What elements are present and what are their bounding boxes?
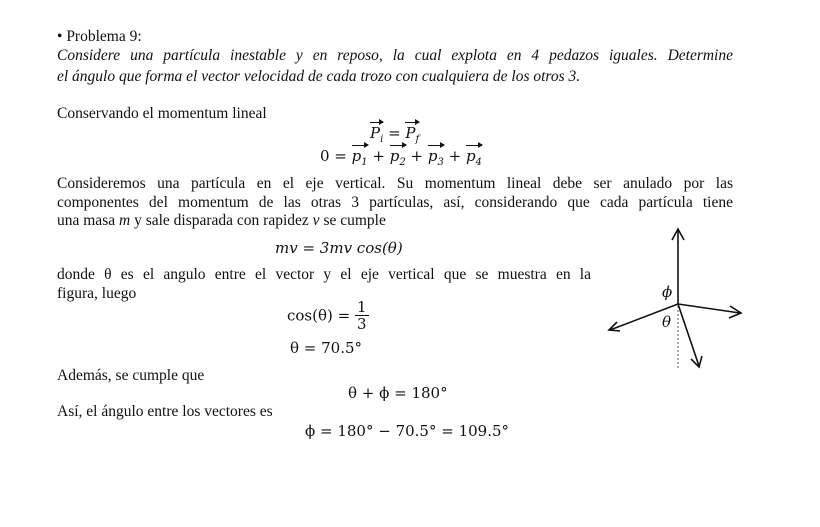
problem-heading: • Problema 9:: [57, 28, 142, 45]
paragraph-1-line-3: una masa m y sale disparada con rapidez v se cumple: [57, 212, 386, 229]
paragraph-2-line-2: figura, luego: [57, 285, 137, 302]
equation-angle-sum: θ + ϕ = 180°: [348, 384, 448, 402]
paragraph-2-line-1: donde θ es el angulo entre el vector y el eje vertical que se muestra en la: [57, 266, 591, 283]
paragraph-3: Además, se cumple que: [57, 367, 205, 384]
paragraph-4: Así, el ángulo entre los vectores es: [57, 403, 273, 420]
equation-theta-value: θ = 70.5°: [290, 339, 363, 357]
vector-right: [678, 304, 740, 313]
problem-statement-line-1: Considere una partícula inestable y en reposo, la cual explota en 4 pedazos iguales. Determine: [57, 47, 733, 64]
paragraph-1-line-2: componentes del momentum de las otras 3 partículas, así, considerando que cada partícula tiene: [57, 194, 733, 211]
theta-label: θ: [662, 313, 672, 331]
equation-phi-result: ϕ = 180° − 70.5° = 109.5°: [305, 422, 510, 440]
equation-sum: $0 = p_1 + p_2 + p_3 + p_4$: [320, 147, 482, 168]
vector-diagram: [590, 220, 760, 380]
equation-cos: cos(θ) = $\frac{1}{3}$: [287, 298, 367, 333]
problem-statement-line-2: el ángulo que forma el vector velocidad de cada trozo con cualquiera de los otros 3.: [57, 68, 581, 85]
intro-text: Conservando el momentum lineal: [57, 105, 267, 122]
phi-label: ϕ: [662, 283, 673, 301]
paragraph-1-line-1: Consideremos una partícula en el eje vertical. Su momentum lineal debe ser anulado por las: [57, 175, 733, 192]
equation-momentum-balance: mv = 3mv cos(θ): [275, 239, 403, 257]
vector-down: [678, 304, 699, 366]
equation-momentum: $P_i = P_f$: [370, 124, 420, 145]
heading-text: Problema 9:: [66, 28, 142, 45]
